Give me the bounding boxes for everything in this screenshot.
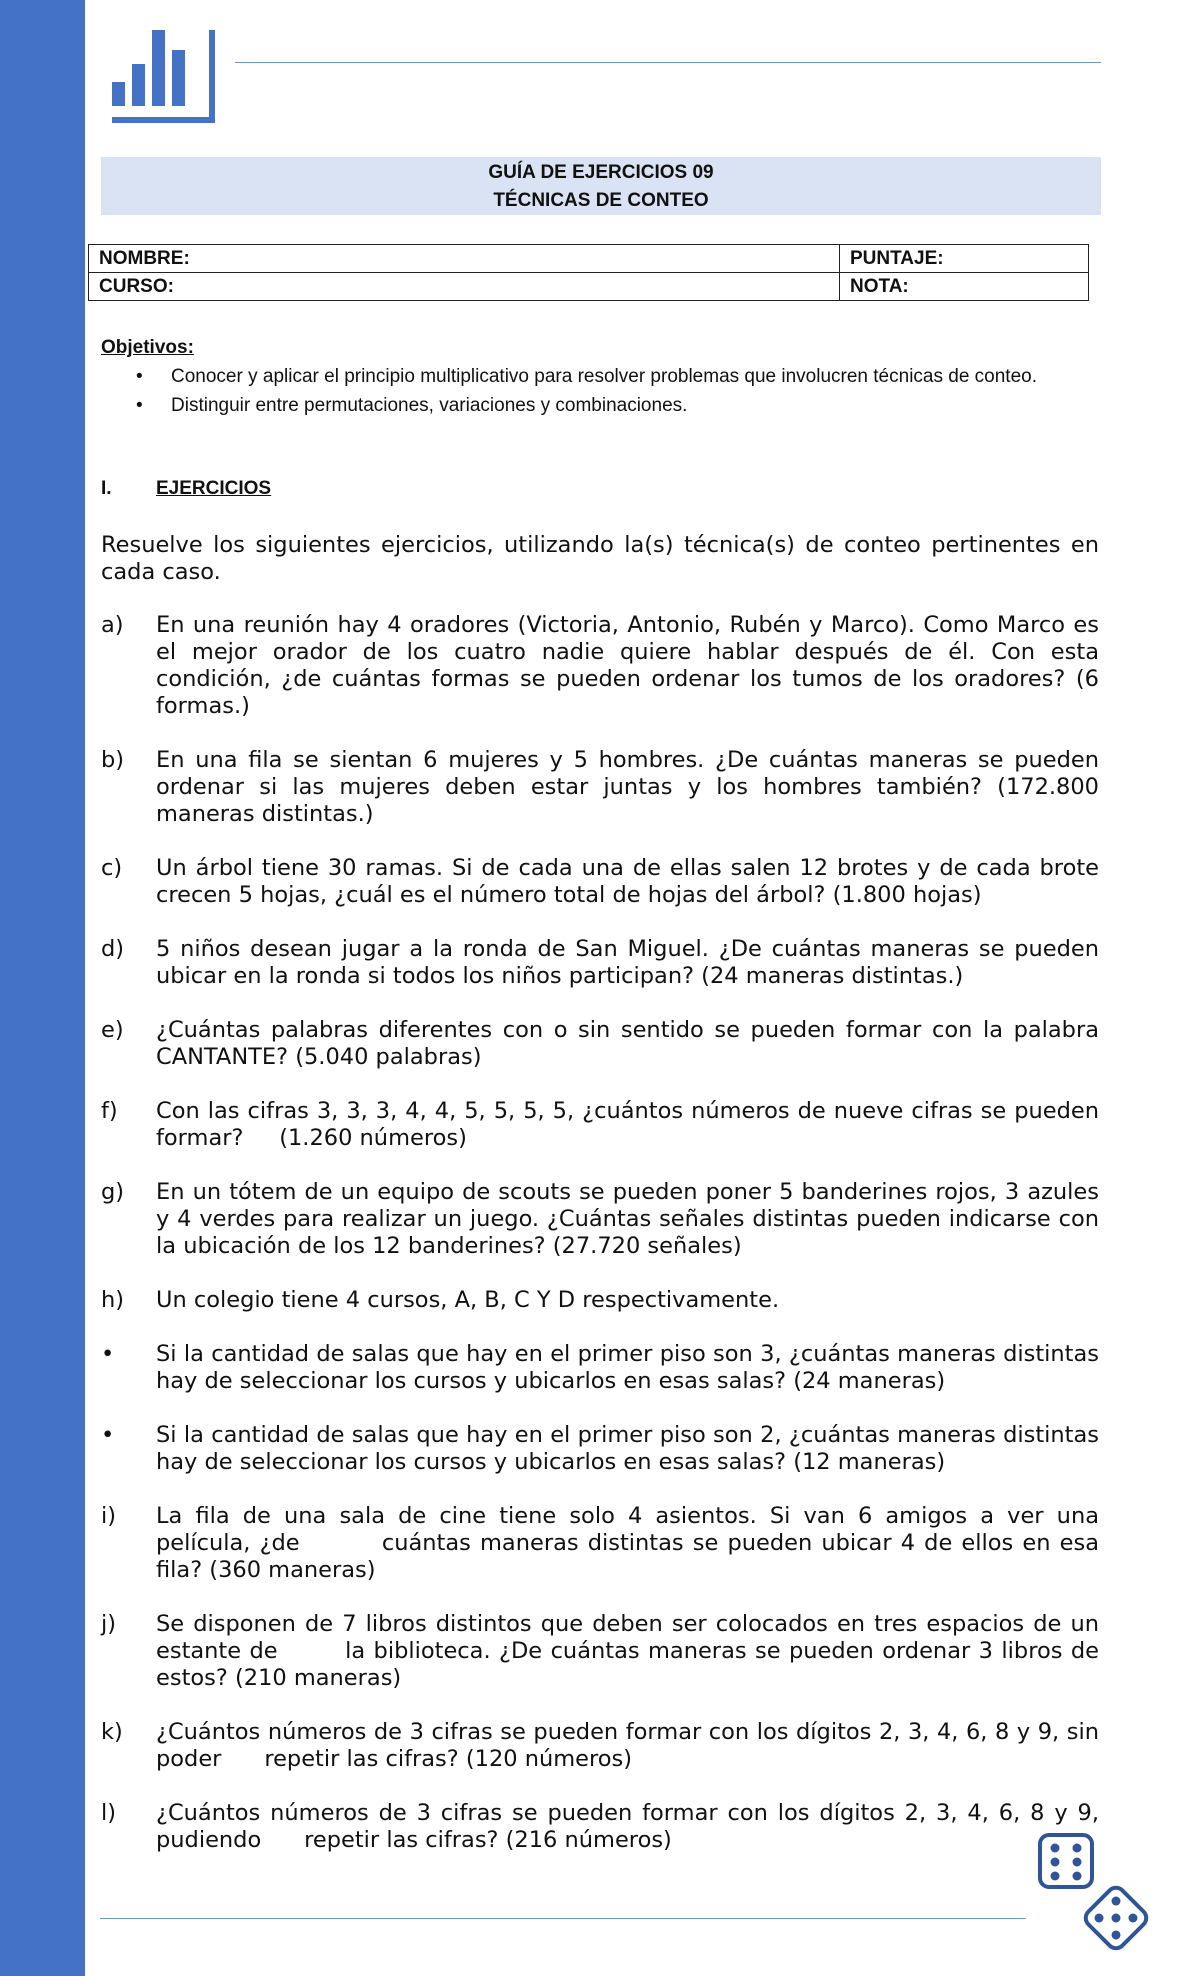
title-box: [101, 157, 1101, 215]
objective-item: [101, 362, 1091, 391]
footer-rule: [100, 1918, 1026, 1919]
exercise-label: c): [101, 855, 123, 881]
exercise-label: f): [101, 1098, 118, 1124]
objectives-list: [101, 362, 1091, 420]
exercise-text: En una fila se sientan 6 mujeres y 5 hombres. ¿De cuántas maneras se pueden ordenar si las mujeres deben estar juntas y los hombres también? (172.800 maneras distintas.): [156, 747, 1099, 827]
guide-subtitle: TÉCNICAS DE CONTEO: [493, 190, 709, 211]
objectives-title: Objetivos:: [101, 337, 194, 358]
exercise-text: Un árbol tiene 30 ramas. Si de cada una de ellas salen 12 brotes y de cada brote crecen 5 hojas, ¿cuál es el número total de hojas del árbol? (1.800 hojas): [156, 855, 1099, 908]
exercise-text: Un colegio tiene 4 cursos, A, B, C Y D respectivamente.: [156, 1287, 780, 1313]
section-number: I.: [101, 478, 112, 499]
exercise-item: [101, 855, 1099, 909]
course-field[interactable]: CURSO:: [89, 273, 840, 301]
logo-bar-1: [112, 82, 125, 106]
exercise-text: En un tótem de un equipo de scouts se pueden poner 5 banderines rojos, 3 azules y 4 verdes para realizar un juego. ¿Cuántas señales distintas pueden indicarse con la ubicación de los 12 banderines? (27.720 señales): [156, 1179, 1099, 1259]
sub-exercise-item: [101, 1422, 1099, 1476]
exercise-label: j): [101, 1611, 117, 1637]
bullet: •: [136, 395, 143, 416]
logo-bar-3: [152, 30, 165, 106]
exercise-label: e): [101, 1017, 124, 1043]
bullet: •: [136, 366, 143, 387]
exercise-item: [101, 1503, 1107, 1584]
exercise-label: b): [101, 747, 125, 773]
grade-field[interactable]: NOTA:: [840, 273, 1089, 301]
student-info-table: [88, 244, 1089, 301]
sub-exercise-bullet: •: [101, 1422, 115, 1448]
exercise-item: [101, 1287, 1099, 1314]
exercise-item: [101, 1719, 1107, 1773]
exercise-label: g): [101, 1179, 125, 1205]
header-rule: [235, 62, 1101, 63]
exercise-label: k): [101, 1719, 123, 1745]
exercise-text: ¿Cuántos números de 3 cifras se pueden formar con los dígitos 2, 3, 4, 6, 8 y 9, sin poder repetir las cifras? (120 números): [156, 1719, 1107, 1772]
exercise-item: [101, 936, 1099, 990]
sub-exercise-item: [101, 1341, 1099, 1395]
name-field[interactable]: NOMBRE:: [89, 245, 840, 273]
exercise-text: Se disponen de 7 libros distintos que deben ser colocados en tres espacios de un estante de la biblioteca. ¿De cuántas maneras se pueden ordenar 3 libros de estos? (210 maneras): [156, 1611, 1107, 1691]
info-row-2: [89, 273, 1089, 301]
logo-bar-2: [132, 64, 145, 106]
exercise-item: [101, 1098, 1107, 1152]
exercise-text: 5 niños desean jugar a la ronda de San Miguel. ¿De cuántas maneras se pueden ubicar en la ronda si todos los niños participan? (24 maneras distintas.): [156, 936, 1099, 989]
guide-title: GUÍA DE EJERCICIOS 09: [488, 162, 714, 183]
left-sidebar-band: [0, 0, 85, 1976]
section-title: EJERCICIOS: [156, 478, 272, 499]
exercise-label: a): [101, 612, 124, 638]
exercise-list: [101, 612, 1107, 1881]
exercise-text: En una reunión hay 4 oradores (Victoria, Antonio, Rubén y Marco). Como Marco es el mejor orador de los cuatro nadie quiere hablar después de él. Con esta condición, ¿de cuántas formas se pueden ordenar los tumos de los oradores? (6 formas.): [156, 612, 1099, 719]
exercise-text: Si la cantidad de salas que hay en el primer piso son 2, ¿cuántas maneras distintas hay de seleccionar los cursos y ubicarlos en esas salas? (12 maneras): [156, 1422, 1099, 1475]
exercise-item: [101, 612, 1099, 720]
objectives-block: [101, 334, 1091, 420]
info-row-1: [89, 245, 1089, 273]
exercise-item: [101, 1611, 1107, 1692]
exercise-text: Si la cantidad de salas que hay en el primer piso son 3, ¿cuántas maneras distintas hay de seleccionar los cursos y ubicarlos en esas salas? (24 maneras): [156, 1341, 1099, 1394]
exercise-label: i): [101, 1503, 117, 1529]
exercise-item: [101, 1017, 1099, 1071]
section-heading: [101, 478, 271, 500]
logo-bar-4: [172, 50, 185, 106]
bar-chart-logo-icon: [110, 28, 216, 128]
score-field[interactable]: PUNTAJE:: [840, 245, 1089, 273]
exercise-label: d): [101, 936, 125, 962]
exercise-text: ¿Cuántas palabras diferentes con o sin sentido se pueden formar con la palabra CANTANTE? (5.040 palabras): [156, 1017, 1099, 1070]
exercise-item: [101, 1179, 1099, 1260]
exercise-text: La fila de una sala de cine tiene solo 4 asientos. Si van 6 amigos a ver una película, ¿de cuántas maneras distintas se pueden ubicar 4 de ellos en esa fila? (360 maneras): [156, 1503, 1107, 1583]
exercise-label: h): [101, 1287, 125, 1313]
objective-text: Distinguir entre permutaciones, variaciones y combinaciones.: [171, 395, 688, 416]
exercise-label: l): [101, 1800, 117, 1826]
exercise-text: Con las cifras 3, 3, 3, 4, 4, 5, 5, 5, 5, ¿cuántos números de nueve cifras se pueden formar? (1.260 números): [156, 1098, 1107, 1151]
dice-tilted-icon: [1080, 1882, 1152, 1954]
objective-item: [101, 391, 1091, 420]
sub-exercise-bullet: •: [101, 1341, 115, 1367]
exercise-item: [101, 747, 1099, 828]
exercise-item: [101, 1800, 1107, 1854]
exercise-text: ¿Cuántos números de 3 cifras se pueden formar con los dígitos 2, 3, 4, 6, 8 y 9, pudiendo repetir las cifras? (216 números): [156, 1800, 1107, 1853]
instructions-text: Resuelve los siguientes ejercicios, utilizando la(s) técnica(s) de conteo pertinentes en cada caso.: [101, 532, 1099, 585]
objective-text: Conocer y aplicar el principio multiplicativo para resolver problemas que involucren técnicas de conteo.: [171, 366, 1037, 387]
